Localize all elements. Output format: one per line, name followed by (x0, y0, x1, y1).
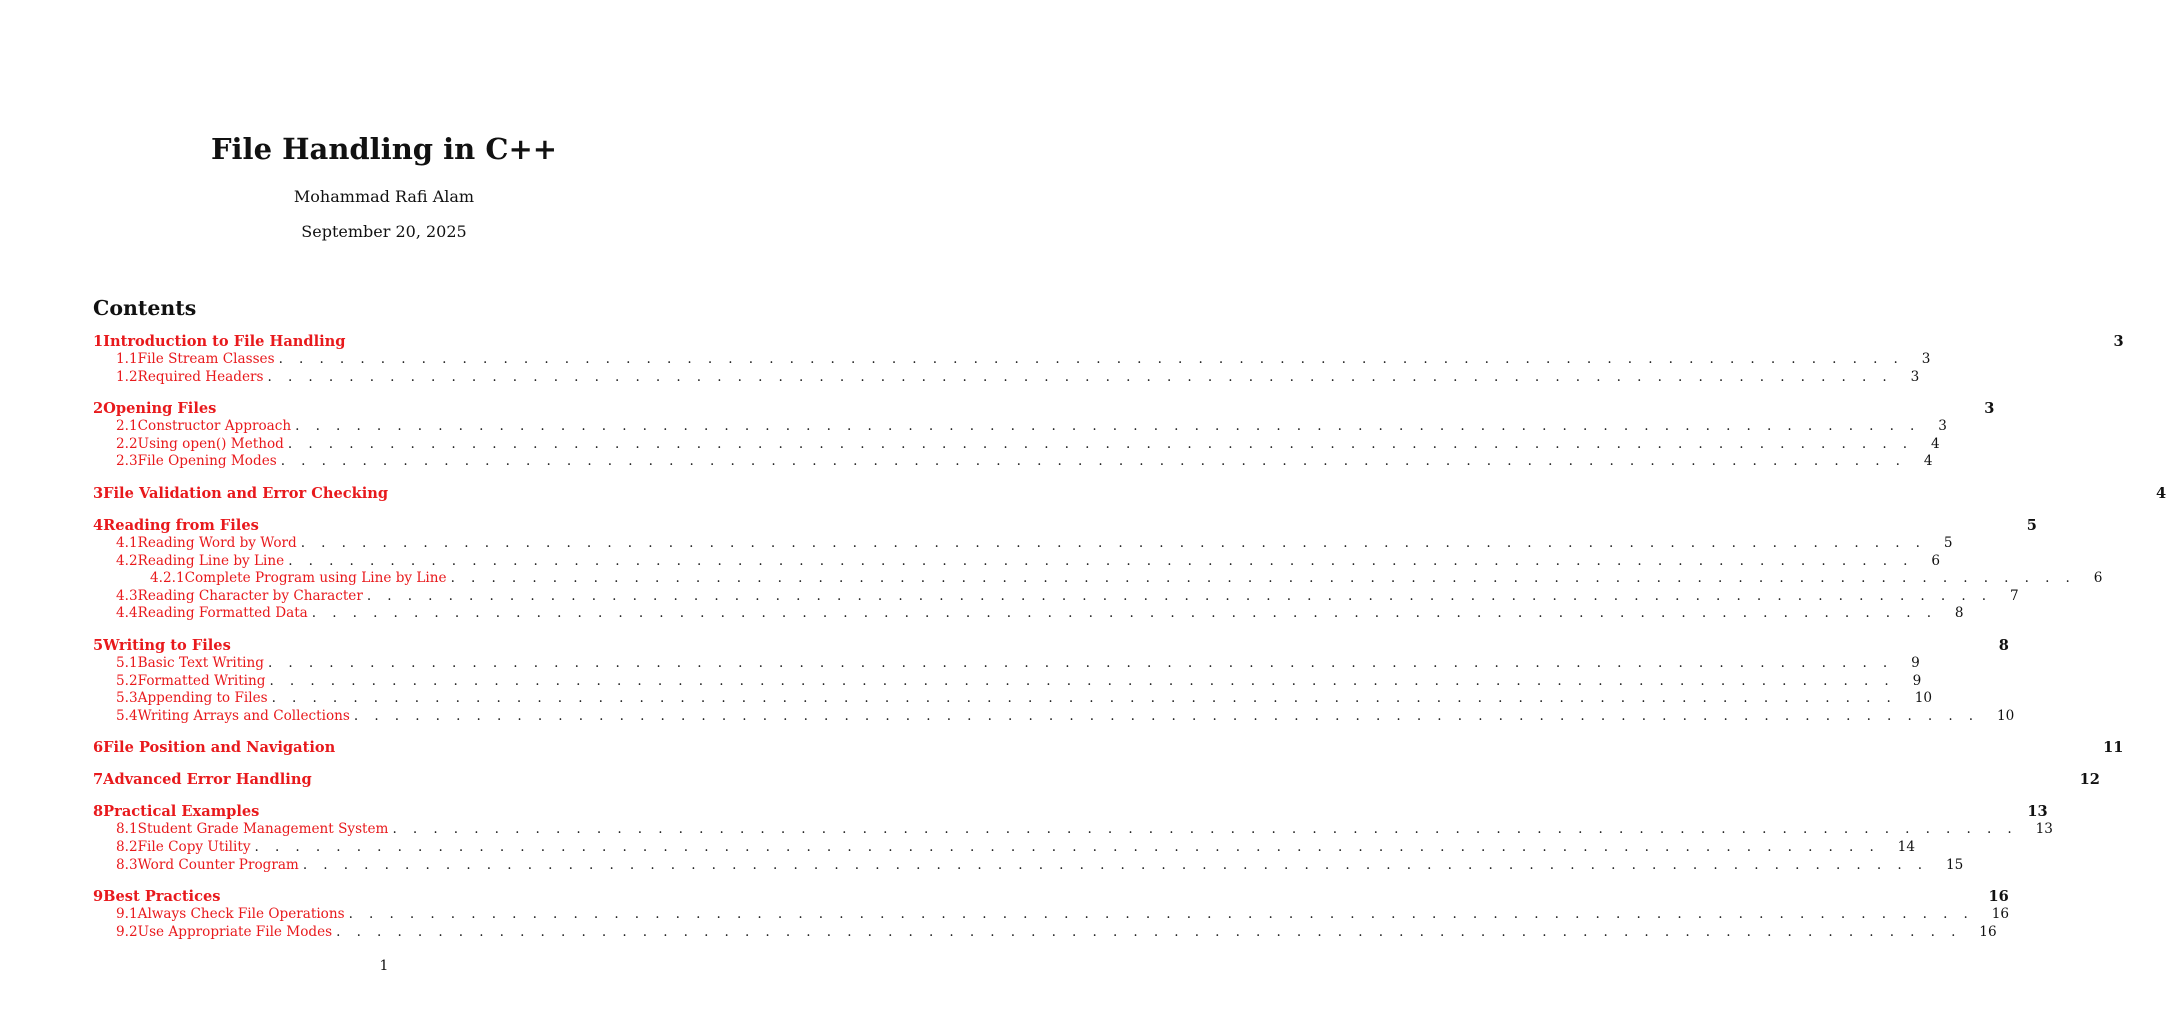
toc-entry-label[interactable]: Formatted Writing (137, 672, 266, 689)
toc-subsection-entry[interactable] (93, 435, 1940, 454)
toc-entry-number: 4.1 (116, 534, 138, 551)
toc-subsection-entry[interactable] (93, 856, 1964, 875)
toc-entry-number: 7 (93, 771, 104, 789)
toc-entry-number: 2.1 (116, 418, 138, 435)
toc-entry-label[interactable]: Opening Files (103, 400, 217, 418)
dot-leader: . . . . . . . . . . . . . . . . . . . . . . . . . . . . . . . . . . . . . . . . . . . . . . . . . . . . . . . . . . . . . . . . . . . . . . . . . . . . . . . . (288, 552, 1914, 569)
toc-entry-label[interactable]: Writing Arrays and Collections (137, 707, 350, 724)
dot-leader: . . . . . . . . . . . . . . . . . . . . . . . . . . . . . . . . . . . . . . . . . . . . . . . . . . . . . . . . . . . . . . . . . . . . . . . . . . . . . . . . (302, 856, 1928, 873)
toc-entry-label[interactable]: Word Counter Program (137, 856, 299, 873)
toc-entry-page: 5 (1943, 534, 1953, 551)
dot-leader: . . . . . . . . . . . . . . . . . . . . . . . . . . . . . . . . . . . . . . . . . . . . . . . . . . . . . . . . . . . . . . . . . . . . . . . . . . . . . . . . (267, 368, 1893, 385)
dot-leader: . . . . . . . . . . . . . . . . . . . . . . . . . . . . . . . . . . . . . . . . . . . . . . . . . . . . . . . . . . . . . . . . . . . . . . . . . . . . . . . . (269, 672, 1895, 689)
toc-entry-label[interactable]: Constructor Approach (137, 418, 292, 435)
toc-section (93, 400, 1995, 471)
document-title: File Handling in C++ (210, 132, 558, 166)
toc-entry-label[interactable]: File Validation and Error Checking (103, 484, 389, 502)
toc-section-entry[interactable] (93, 803, 2048, 821)
toc-entry-page: 3 (1938, 418, 1947, 435)
toc-entry-page: 8 (1998, 636, 2009, 654)
toc-entry-label[interactable]: Reading Formatted Data (137, 605, 308, 622)
toc-subsection-entry[interactable] (93, 906, 2010, 924)
toc-subsection-entry[interactable] (93, 453, 1933, 471)
toc-section (93, 888, 2010, 941)
toc-entry-page: 13 (2027, 803, 2048, 821)
toc-entry-number: 2 (93, 400, 104, 418)
toc-entry-label[interactable]: File Copy Utility (137, 838, 251, 855)
toc-entry-label[interactable]: Reading Word by Word (137, 534, 297, 551)
dot-leader: . . . . . . . . . . . . . . . . . . . . . . . . . . . . . . . . . . . . . . . . . . . . . . . . . . . . . . . . . . . . . . . . . . . . . . . . . . . . . . . . (336, 923, 1962, 940)
toc-section (93, 333, 2124, 386)
toc-subsection-entry[interactable] (93, 690, 1933, 708)
toc-entry-label[interactable]: Use Appropriate File Modes (137, 923, 333, 940)
toc-entry-page: 9 (1912, 672, 1922, 689)
toc-entry-page: 9 (1911, 654, 1920, 671)
toc-subsection-entry[interactable] (93, 534, 1953, 553)
toc-entry-label[interactable]: Reading Character by Character (137, 587, 363, 604)
toc-entry-number: 1.2 (116, 368, 138, 385)
toc-entry-number: 1.1 (116, 351, 138, 367)
toc-entry-number: 2.3 (116, 453, 138, 470)
toc-entry-number: 5.2 (116, 672, 138, 689)
toc-subsection-entry[interactable] (93, 923, 1997, 942)
toc-entry-label[interactable]: Practical Examples (103, 803, 260, 821)
toc-entry-label[interactable]: Best Practices (103, 888, 221, 906)
toc-section-entry[interactable] (93, 400, 1995, 418)
toc-entry-label[interactable]: Using open() Method (137, 435, 284, 452)
dot-leader: . . . . . . . . . . . . . . . . . . . . . . . . . . . . . . . . . . . . . . . . . . . . . . . . . . . . . . . . . . . . . . . . . . . . . . . . . . . . . . . . (300, 534, 1926, 551)
toc-entry-number: 8.2 (116, 838, 138, 855)
toc-section-entry[interactable] (93, 484, 2166, 503)
toc-entry-number: 6 (93, 739, 104, 757)
document-author: Mohammad Rafi Alam (293, 187, 475, 206)
toc-entry-number: 3 (93, 484, 104, 502)
toc-subsection-entry[interactable] (93, 418, 1947, 436)
toc-subsection-entry[interactable] (93, 821, 2053, 839)
toc-entry-number: 8 (93, 803, 104, 821)
toc-section-entry[interactable] (93, 771, 2100, 789)
toc-entry-page: 11 (2103, 739, 2124, 757)
toc-section (93, 771, 2100, 789)
toc-entry-number: 4.3 (116, 587, 138, 604)
toc-entry-number: 8.1 (116, 821, 138, 838)
dot-leader: . . . . . . . . . . . . . . . . . . . . . . . . . . . . . . . . . . . . . . . . . . . . . . . . . . . . . . . . . . . . . . . . . . . . . . . . . . . . . . . . (450, 570, 2076, 587)
toc-subsubsection-entry[interactable] (93, 570, 2103, 588)
toc-entry-number: 4 (93, 516, 104, 534)
toc-subsection-entry[interactable] (93, 672, 1922, 691)
toc-entry-page: 14 (1897, 838, 1915, 855)
toc-subsection-entry[interactable] (93, 351, 1931, 369)
dot-leader: . . . . . . . . . . . . . . . . . . . . . . . . . . . . . . . . . . . . . . . . . . . . . . . . . . . . . . . . . . . . . . . . . . . . . . . . . . . . . . . . (271, 690, 1897, 707)
toc-entry-label[interactable]: Reading Line by Line (137, 552, 285, 569)
toc-subsection-entry[interactable] (93, 368, 1920, 387)
toc-entry-page: 4 (1923, 453, 1933, 470)
toc-entry-number: 4.2 (116, 552, 138, 569)
toc-section-entry[interactable] (93, 516, 2037, 535)
toc-entry-label[interactable]: Basic Text Writing (137, 654, 264, 671)
dot-leader: . . . . . . . . . . . . . . . . . . . . . . . . . . . . . . . . . . . . . . . . . . . . . . . . . . . . . . . . . . . . . . . . . . . . . . . . . . . . . . . . (280, 453, 1906, 470)
toc-entry-label[interactable]: File Position and Navigation (103, 739, 336, 757)
contents-heading: Contents (93, 296, 197, 320)
dot-leader: . . . . . . . . . . . . . . . . . . . . . . . . . . . . . . . . . . . . . . . . . . . . . . . . . . . . . . . . . . . . . . . . . . . . . . . . . . . . . . . . (287, 435, 1914, 452)
toc-section (93, 484, 2166, 503)
toc-section-entry[interactable] (93, 888, 2009, 906)
toc-subsection-entry[interactable] (93, 654, 1920, 673)
toc-subsection-entry[interactable] (93, 707, 2015, 726)
toc-entry-page: 3 (1910, 368, 1920, 385)
toc-entry-number: 5 (93, 636, 104, 654)
toc-entry-label[interactable]: Always Check File Operations (137, 906, 345, 923)
toc-entry-page: 7 (2009, 587, 2019, 604)
toc-entry-page: 3 (1984, 400, 1995, 418)
toc-entry-page: 4 (1931, 435, 1940, 452)
toc-entry-page: 10 (1914, 690, 1933, 707)
toc-entry-label[interactable]: Introduction to File Handling (103, 333, 346, 350)
toc-entry-page: 16 (1991, 906, 2010, 923)
toc-section-entry[interactable] (93, 636, 2009, 655)
toc-entry-number: 5.4 (116, 707, 138, 724)
toc-entry-page: 16 (1988, 888, 2009, 906)
toc-entry-number: 1 (93, 333, 104, 350)
dot-leader: . . . . . . . . . . . . . . . . . . . . . . . . . . . . . . . . . . . . . . . . . . . . . . . . . . . . . . . . . . . . . . . . . . . . . . . . . . . . . . . . (392, 821, 2018, 838)
toc-entry-label[interactable]: File Opening Modes (137, 453, 277, 470)
toc-section (93, 636, 2015, 725)
dot-leader: . . . . . . . . . . . . . . . . . . . . . . . . . . . . . . . . . . . . . . . . . . . . . . . . . . . . . . . . . . . . . . . . . . . . . . . . . . . . . . . . (278, 351, 1904, 367)
toc-entry-label[interactable]: Writing to Files (103, 636, 231, 654)
toc-entry-number: 4.4 (116, 605, 138, 622)
toc-section-entry[interactable] (93, 739, 2124, 757)
toc-entry-number: 2.2 (116, 435, 138, 452)
table-of-contents (93, 333, 2166, 955)
toc-entry-label[interactable]: Student Grade Management System (137, 821, 389, 838)
toc-entry-page: 8 (1954, 605, 1964, 622)
toc-entry-number: 9.2 (116, 923, 138, 940)
dot-leader: . . . . . . . . . . . . . . . . . . . . . . . . . . . . . . . . . . . . . . . . . . . . . . . . . . . . . . . . . . . . . . . . . . . . . . . . . . . . . . . . (353, 707, 1980, 724)
toc-entry-label[interactable]: Required Headers (137, 368, 264, 385)
toc-entry-page: 12 (2079, 771, 2100, 789)
dot-leader: . . . . . . . . . . . . . . . . . . . . . . . . . . . . . . . . . . . . . . . . . . . . . . . . . . . . . . . . . . . . . . . . . . . . . . . . . . . . . . . . (311, 605, 1937, 622)
toc-entry-page: 3 (1921, 351, 1931, 367)
dot-leader: . . . . . . . . . . . . . . . . . . . . . . . . . . . . . . . . . . . . . . . . . . . . . . . . . . . . . . . . . . . . . . . . . . . . . . . . . . . . . . . . (267, 654, 1894, 671)
toc-entry-number: 8.3 (116, 856, 138, 873)
toc-entry-label[interactable]: Reading from Files (103, 516, 259, 534)
dot-leader: . . . . . . . . . . . . . . . . . . . . . . . . . . . . . . . . . . . . . . . . . . . . . . . . . . . . . . . . . . . . . . . . . . . . . . . . . . . . . . . . (254, 838, 1880, 855)
toc-entry-label[interactable]: File Stream Classes (137, 351, 275, 367)
toc-entry-label[interactable]: Appending to Files (137, 690, 268, 707)
toc-subsection-entry[interactable] (93, 605, 1964, 623)
toc-entry-page: 5 (2026, 516, 2037, 534)
toc-entry-number: 9 (93, 888, 104, 906)
toc-entry-number: 5.1 (116, 654, 138, 671)
toc-entry-number: 5.3 (116, 690, 138, 707)
toc-subsection-entry[interactable] (93, 587, 2019, 606)
toc-entry-page: 15 (1945, 856, 1964, 873)
toc-entry-page: 4 (2156, 484, 2166, 502)
toc-entry-page: 6 (1931, 552, 1941, 569)
toc-section (93, 803, 2053, 874)
toc-section (93, 516, 2103, 623)
toc-entry-page: 10 (1997, 707, 2015, 724)
toc-entry-page: 3 (2113, 333, 2124, 350)
toc-entry-number: 9.1 (116, 906, 138, 923)
page-number: 1 (379, 958, 389, 974)
toc-section (93, 739, 2124, 757)
toc-subsection-entry[interactable] (93, 838, 1915, 857)
toc-entry-page: 13 (2035, 821, 2053, 838)
toc-entry-label[interactable]: Advanced Error Handling (103, 771, 312, 789)
toc-entry-label[interactable]: Complete Program using Line by Line (184, 570, 447, 587)
dot-leader: . . . . . . . . . . . . . . . . . . . . . . . . . . . . . . . . . . . . . . . . . . . . . . . . . . . . . . . . . . . . . . . . . . . . . . . . . . . . . . . . (295, 418, 1921, 435)
document-date: September 20, 2025 (301, 222, 467, 241)
dot-leader: . . . . . . . . . . . . . . . . . . . . . . . . . . . . . . . . . . . . . . . . . . . . . . . . . . . . . . . . . . . . . . . . . . . . . . . . . . . . . . . . (348, 906, 1974, 923)
toc-entry-page: 16 (1979, 923, 1997, 940)
toc-entry-number: 4.2.1 (150, 570, 185, 587)
dot-leader: . . . . . . . . . . . . . . . . . . . . . . . . . . . . . . . . . . . . . . . . . . . . . . . . . . . . . . . . . . . . . . . . . . . . . . . . . . . . . . . . (366, 587, 1992, 604)
toc-subsection-entry[interactable] (93, 552, 1941, 571)
toc-section-entry[interactable] (93, 333, 2124, 351)
toc-entry-page: 6 (2093, 570, 2103, 587)
